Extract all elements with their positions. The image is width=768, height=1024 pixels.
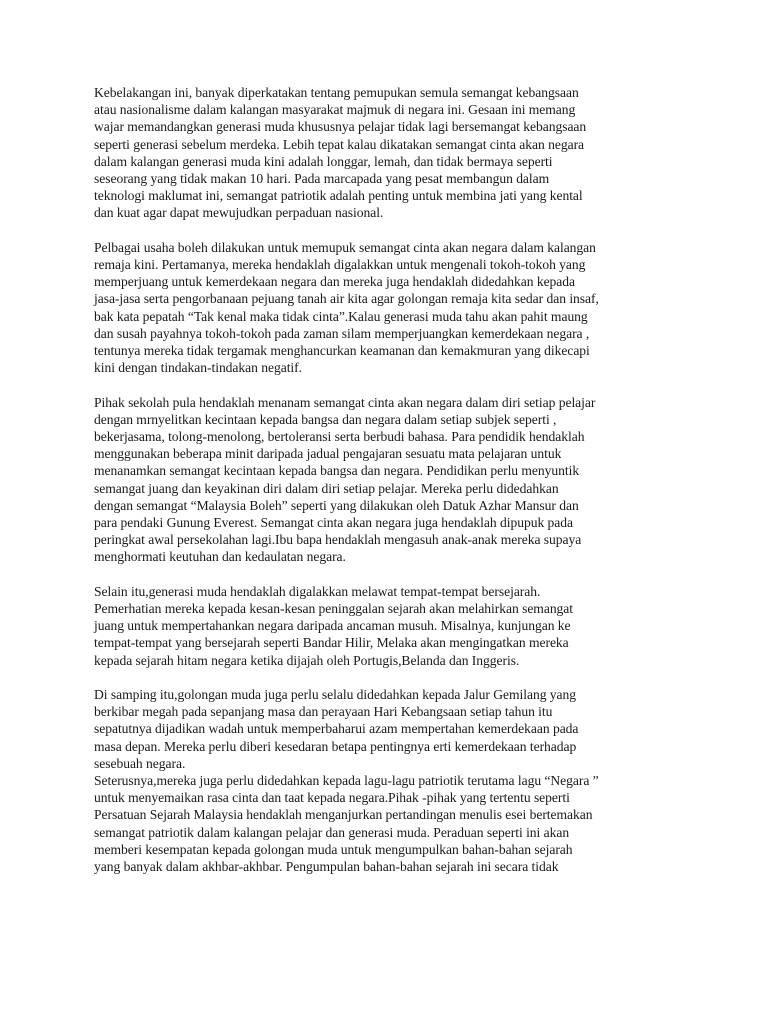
text-line: dan kuat agar dapat mewujudkan perpaduan nasional. [94,205,384,221]
text-line: dengan semangat “Malaysia Boleh” seperti yang dilakukan oleh Datuk Azhar Mansur dan [94,497,579,513]
text-line: kini dengan tindakan-tindakan negatif. [94,360,302,376]
text-line: Pelbagai usaha boleh dilakukan untuk memupuk semangat cinta akan negara dalam kalangan [94,239,596,255]
text-line: tempat-tempat yang bersejarah seperti Bandar Hilir, Melaka akan mengingatkan mereka [94,635,569,651]
paragraph [94,772,684,875]
text-line: kepada sejarah hitam negara ketika dijajah oleh Portugis,Belanda dan Inggeris. [94,652,520,668]
text-line: Persatuan Sejarah Malaysia hendaklah menganjurkan pertandingan menulis esei bertemakan [94,807,593,823]
text-line: seseorang yang tidak makan 10 hari. Pada marcapada yang pesat membangun dalam [94,171,550,187]
document-page [94,84,684,892]
text-line: menggunakan beberapa minit daripada jadual pengajaran sesuatu mata pelajaran untuk [94,446,562,462]
text-line: dan susah payahnya tokoh-tokoh pada zaman silam memperjuangkan kemerdekaan negara , [94,325,590,341]
text-line: dengan mrnyelitkan kecintaan kepada bangsa dan negara dalam setiap subjek seperti , [94,411,557,427]
text-line: sepatutnya dijadikan wadah untuk memperbaharui azam mempertahan kemerdekaan pada [94,721,579,737]
text-line: Pihak sekolah pula hendaklah menanam semangat cinta akan negara dalam diri setiap pelajar [94,394,596,410]
text-line: atau nasionalisme dalam kalangan masyarakat majmuk di negara ini. Gesaan ini memang [94,102,576,118]
text-line: berkibar megah pada sepanjang masa dan perayaan Hari Kebangsaan setiap tahun itu [94,704,553,720]
paragraph [94,583,684,669]
text-line: memperjuang untuk kemerdekaan negara dan mereka juga hendaklah didedahkan kepada [94,274,576,290]
text-line: wajar memandangkan generasi muda khususnya pelajar tidak lagi bersemangat kebangsaan [94,119,587,135]
text-line: Pemerhatian mereka kepada kesan-kesan peninggalan sejarah akan melahirkan semangat [94,601,574,617]
text-line: semangat patriotik dalam kalangan pelajar dan generasi muda. Peraduan seperti ini akan [94,824,570,840]
text-line: jasa-jasa serta pengorbanaan pejuang tanah air kita agar golongan remaja kita sedar dan insaf, [94,291,599,307]
text-line: juang untuk mempertahankan negara daripada ancaman musuh. Misalnya, kunjungan ke [94,618,571,634]
text-line: menghormati keutuhan dan kedaulatan negara. [94,549,346,565]
text-line: para pendaki Gunung Everest. Semangat cinta akan negara juga hendaklah dipupuk pada [94,515,574,531]
text-line: memberi kesempatan kepada golongan muda untuk mengumpulkan bahan-bahan sejarah [94,841,573,857]
text-line: Selain itu,generasi muda hendaklah digalakkan melawat tempat-tempat bersejarah. [94,583,541,599]
paragraph [94,686,684,772]
paragraph [94,239,684,377]
text-line: peringkat awal persekolahan lagi.Ibu bapa hendaklah mengasuh anak-anak mereka supaya [94,532,582,548]
text-line: remaja kini. Pertamanya, mereka hendaklah digalakkan untuk mengenali tokoh-tokoh yang [94,257,586,273]
paragraph [94,394,684,566]
text-line: Seterusnya,mereka juga perlu didedahkan kepada lagu-lagu patriotik terutama lagu “Negara ” [94,773,599,789]
paragraph [94,84,684,222]
text-line: bak kata pepatah “Tak kenal maka tidak cinta”.Kalau generasi muda tahu akan pahit maung [94,308,588,324]
text-line: Kebelakangan ini, banyak diperkatakan tentang pemupukan semula semangat kebangsaan [94,85,579,100]
text-line: bekerjasama, tolong-menolong, bertoleransi serta berbudi bahasa. Para pendidik hendaklah [94,429,585,445]
text-line: semangat juang dan keyakinan diri dalam diri setiap pelajar. Mereka perlu didedahkan [94,480,559,496]
text-line: dalam kalangan generasi muda kini adalah longgar, lemah, dan tidak bermaya seperti [94,153,553,169]
text-line: masa depan. Mereka perlu diberi kesedaran betapa pentingnya erti kemerdekaan terhadap [94,738,577,754]
text-line: yang banyak dalam akhbar-akhbar. Pengumpulan bahan-bahan sejarah ini secara tidak [94,859,559,875]
text-line: tentunya mereka tidak tergamak menghancurkan keamanan dan kemakmuran yang dikecapi [94,343,590,359]
text-line: teknologi maklumat ini, semangat patriotik adalah penting untuk membina jati yang kental [94,188,583,204]
text-line: sesebuah negara. [94,755,186,771]
text-line: menanamkan semangat kecintaan kepada bangsa dan negara. Pendidikan perlu menyuntik [94,463,580,479]
text-line: Di samping itu,golongan muda juga perlu selalu didedahkan kepada Jalur Gemilang yang [94,687,577,703]
text-line: seperti generasi sebelum merdeka. Lebih tepat kalau dikatakan semangat cinta akan negara [94,136,585,152]
text-line: untuk menyemaikan rasa cinta dan taat kepada negara.Pihak -pihak yang tertentu seperti [94,790,570,806]
